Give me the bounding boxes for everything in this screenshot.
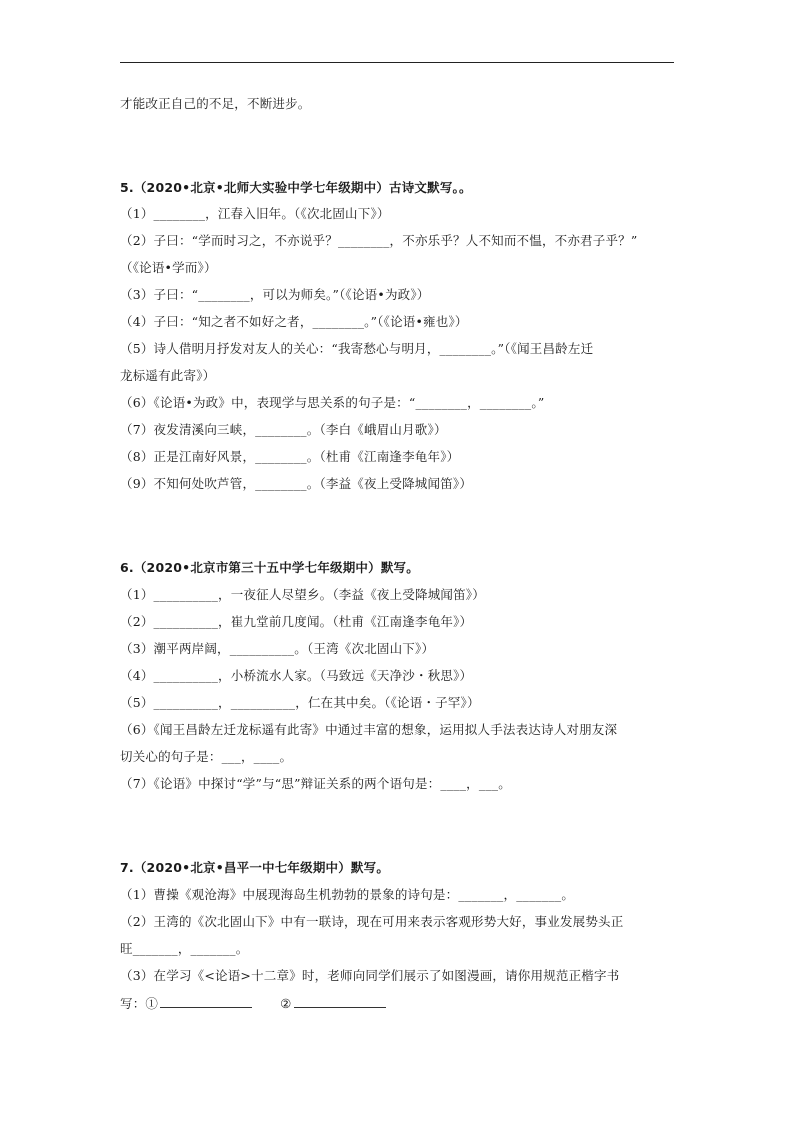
q7-line-2: （2）王湾的《次北固山下》中有一联诗，现在可用来表示客观形势大好，事业发展势头正 [120,914,624,929]
q6-line-6: （6）《闻王昌龄左迁龙标遥有此寄》中通过丰富的想象，运用拟人手法表达诗人对朋友深 [120,722,618,737]
q5-line-8: （6）《论语•为政》中，表现学与思关系的句子是：“________，________。” [120,395,545,410]
q7-line-5 [120,995,386,1012]
q5-line-6: （5）诗人借明月抒发对友人的关心：“我寄愁心与明月，________。”（《闻王昌龄左迁 [120,341,594,356]
answer-blank-2 [294,995,386,1008]
q5-line-7: 龙标遥有此寄》） [120,368,216,383]
q5-line-5: （4）子曰：“知之者不如好之者，________。”（《论语•雍也》） [120,314,468,329]
q7-line-1: （1）曹操《观沧海》中展现海岛生机勃勃的景象的诗句是：_______，_______。 [120,887,575,902]
header-rule [120,62,674,63]
q6-line-2: （2）__________，崔九堂前几度闻。（杜甫《江南逢李龟年》） [120,614,473,629]
q7-line-3: 旺_______，_______。 [120,941,249,956]
q5-line-3: （《论语•学而》） [120,260,217,275]
q5-line-9: （7）夜发清溪向三峡，________。（李白《峨眉山月歌》） [120,422,447,437]
q6-line-4: （4）__________，小桥流水人家。（马致远《天净沙・秋思》） [120,668,473,683]
q6-line-3: （3）潮平两岸阔，__________。（王湾《次北固山下》） [120,641,435,656]
q7-heading: 7.（2020•北京•昌平一中七年级期中）默写。 [120,860,390,875]
q6-line-7: 切关心的句子是：___，____。 [120,749,293,764]
q5-heading: 5.（2020•北京•北师大实验中学七年级期中）古诗文默写。。 [120,180,472,195]
q5-line-2: （2）子曰：“学而时习之，不亦说乎？________，不亦乐乎？人不知而不愠，不亦君子乎？” [120,233,638,248]
q5-line-10: （8）正是江南好风景，________。（杜甫《江南逢李龟年》） [120,449,460,464]
q6-line-8: （7）《论语》中探讨“学”与“思”辩证关系的两个语句是：____，___。 [120,776,511,791]
q7-line-5-mid: ② [280,996,292,1011]
q6-line-1: （1）__________，一夜征人尽望乡。（李益《夜上受降城闻笛》） [120,587,485,602]
q5-line-11: （9）不知何处吹芦管，________。（李益《夜上受降城闻笛》） [120,476,473,491]
q7-line-4: （3）在学习《<论语>十二章》时，老师向同学们展示了如图漫画，请你用规范正楷字书 [120,968,620,983]
q6-line-5: （5）__________，__________，仁在其中矣。（《论语・子罕》） [120,695,480,710]
q7-line-5-prefix: 写：① [120,996,159,1011]
intro-line: 才能改正自己的不足，不断进步。 [120,96,311,111]
q6-heading: 6.（2020•北京市第三十五中学七年级期中）默写。 [120,560,419,575]
q5-line-4: （3）子曰：“________，可以为师矣。”（《论语•为政》） [120,287,430,302]
answer-blank-1 [160,995,252,1008]
q5-line-1: （1）________，江春入旧年。（《次北固山下》） [120,206,390,221]
